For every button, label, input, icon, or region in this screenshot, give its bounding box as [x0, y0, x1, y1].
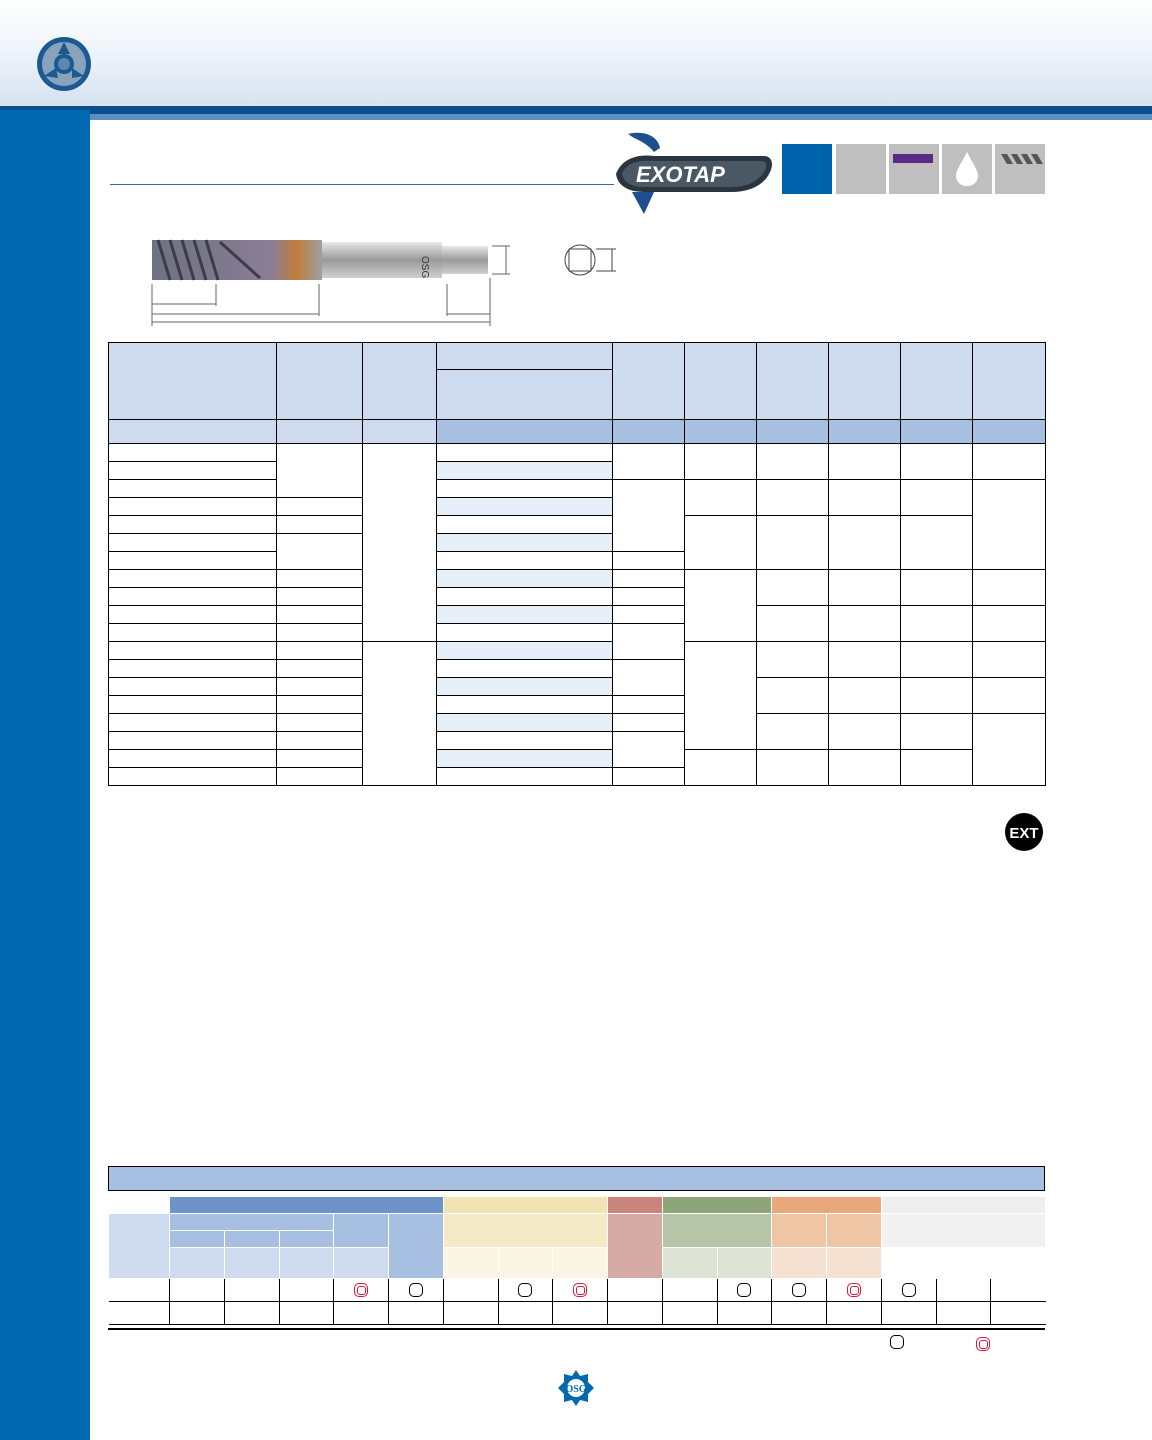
table-cell [613, 606, 685, 624]
table-cell [613, 714, 685, 732]
table-cell [277, 588, 363, 606]
mat-cell [991, 1248, 1046, 1279]
header-cell-d4 [829, 343, 901, 420]
table-cell [613, 624, 685, 660]
mat-rating-cell [881, 1279, 936, 1302]
mat-cell [170, 1231, 225, 1248]
table-cell [363, 642, 437, 786]
table-cell [829, 570, 901, 606]
table-cell [109, 534, 277, 552]
table-cell [437, 732, 613, 750]
table-cell [613, 732, 685, 768]
table-cell [109, 642, 277, 660]
exotap-logo [614, 130, 774, 216]
mat-rating-cell [224, 1279, 279, 1302]
table-cell [613, 660, 685, 696]
table-cell [613, 570, 685, 588]
table-cell [757, 750, 829, 786]
table-cell [109, 570, 277, 588]
table-cell [829, 642, 901, 678]
mat-cell [170, 1214, 334, 1231]
best-rating-icon [573, 1283, 587, 1297]
table-cell [613, 768, 685, 786]
table-cell [109, 480, 277, 498]
mat-rating-cell [772, 1302, 827, 1325]
table-cell [901, 714, 973, 750]
table-cell [437, 714, 613, 732]
good-rating-icon [409, 1283, 423, 1297]
table-cell [109, 498, 277, 516]
mat-rating-cell [936, 1302, 991, 1325]
mat-rating-cell [170, 1279, 225, 1302]
mat-rating-cell [334, 1279, 389, 1302]
material-table [108, 1196, 1046, 1325]
material-table-title [108, 1166, 1045, 1191]
table-cell [109, 588, 277, 606]
table-cell [437, 480, 613, 498]
best-rating-icon [354, 1283, 368, 1297]
table-cell [437, 588, 613, 606]
table-cell [437, 462, 613, 480]
table-cell [109, 462, 277, 480]
mat-group-cast-iron [608, 1197, 663, 1214]
mat-cell [608, 1214, 663, 1279]
mat-cell [224, 1248, 279, 1279]
mat-rating-cell [608, 1279, 663, 1302]
header-cell-d3 [757, 343, 829, 420]
mat-cell [109, 1214, 170, 1279]
table-cell [109, 678, 277, 696]
mat-rating-cell [936, 1279, 991, 1302]
table-cell [757, 714, 829, 750]
unit-cell [829, 420, 901, 444]
header-cell-d1 [613, 343, 685, 420]
mat-rating-cell [717, 1279, 772, 1302]
header-cell-pitch [277, 343, 363, 420]
table-cell [613, 480, 685, 552]
table-cell [109, 552, 277, 570]
good-rating-icon [902, 1283, 916, 1297]
table-cell [437, 642, 613, 660]
table-cell [973, 606, 1046, 642]
table-cell [829, 678, 901, 714]
mat-row-label [109, 1279, 170, 1302]
mat-cell [334, 1214, 389, 1248]
table-cell [437, 498, 613, 516]
table-cell [277, 444, 363, 498]
table-cell [277, 534, 363, 570]
table-cell [109, 660, 277, 678]
table-cell [973, 714, 1046, 786]
mat-rating-cell [772, 1279, 827, 1302]
svg-text:EXT: EXT [1009, 825, 1039, 842]
mat-cell [662, 1248, 717, 1279]
table-cell [437, 606, 613, 624]
unit-cell [277, 420, 363, 444]
good-rating-icon [792, 1283, 806, 1297]
table-cell [613, 444, 685, 480]
mat-rating-cell [389, 1302, 444, 1325]
mat-cell [827, 1214, 882, 1248]
mat-cell [279, 1248, 334, 1279]
table-cell [685, 570, 757, 642]
header-cell-d2 [685, 343, 757, 420]
table-cell [685, 516, 757, 570]
table-cell [901, 642, 973, 678]
good-rating-icon [737, 1283, 751, 1297]
header-band [0, 0, 1152, 108]
mat-rating-cell [717, 1302, 772, 1325]
table-cell [757, 642, 829, 678]
mat-rating-cell [553, 1279, 608, 1302]
table-cell [277, 696, 363, 714]
table-cell [437, 516, 613, 534]
table-cell [277, 606, 363, 624]
table-cell [685, 480, 757, 516]
table-cell [109, 768, 277, 786]
table-cell [109, 624, 277, 642]
mat-group-steel [170, 1197, 444, 1214]
gray-square-icon [836, 144, 886, 194]
unit-cell [973, 420, 1046, 444]
table-cell [437, 534, 613, 552]
header-divider-light [0, 114, 1152, 120]
title-rule [110, 184, 614, 185]
mat-rating-cell [224, 1302, 279, 1325]
osg-logo-icon [556, 1368, 596, 1408]
mat-cell [443, 1248, 498, 1279]
header-cell-thread [437, 343, 613, 370]
table-cell [437, 552, 613, 570]
table-cell [437, 624, 613, 642]
table-cell [277, 750, 363, 768]
mat-cell [772, 1248, 827, 1279]
mat-rating-cell [553, 1302, 608, 1325]
header-divider [0, 106, 1152, 114]
mat-cell [334, 1248, 389, 1279]
table-cell [901, 570, 973, 606]
square-shank-drawing [560, 240, 620, 280]
table-cell [437, 750, 613, 768]
mat-rating-cell [498, 1279, 553, 1302]
purple-coating-icon [889, 144, 939, 194]
table-cell [613, 552, 685, 570]
table-cell [437, 696, 613, 714]
best-rating-icon [976, 1337, 990, 1351]
table-cell [901, 606, 973, 642]
material-table-rule [108, 1328, 1045, 1330]
header-cell-d6 [973, 343, 1046, 420]
mat-cell [717, 1248, 772, 1279]
spec-table [108, 342, 1046, 786]
table-cell [829, 750, 901, 786]
table-cell [109, 750, 277, 768]
table-cell [973, 480, 1046, 570]
table-cell [829, 516, 901, 570]
unit-cell [901, 420, 973, 444]
table-cell [109, 606, 277, 624]
table-cell [757, 516, 829, 570]
table-cell [109, 444, 277, 462]
mat-rating-cell [443, 1279, 498, 1302]
table-cell [437, 768, 613, 786]
table-cell [829, 714, 901, 750]
mat-cell [827, 1248, 882, 1279]
table-cell [973, 678, 1046, 714]
mat-cell [662, 1214, 772, 1248]
table-cell [613, 696, 685, 714]
table-cell [277, 498, 363, 516]
table-cell [757, 480, 829, 516]
mat-cell [936, 1248, 991, 1279]
table-cell [277, 678, 363, 696]
left-sidebar-bar [0, 110, 90, 1440]
table-cell [277, 768, 363, 786]
svg-text:OSG: OSG [565, 1384, 587, 1395]
table-cell [685, 750, 757, 786]
mat-cell [443, 1214, 607, 1248]
table-cell [685, 444, 757, 480]
table-cell [277, 516, 363, 534]
table-cell [109, 732, 277, 750]
header-cell-d5 [901, 343, 973, 420]
table-cell [437, 678, 613, 696]
table-cell [901, 480, 973, 516]
mat-rating-cell [389, 1279, 444, 1302]
mat-rating-cell [991, 1302, 1046, 1325]
table-cell [363, 444, 437, 642]
table-cell [437, 444, 613, 462]
table-cell [757, 606, 829, 642]
table-cell [685, 642, 757, 750]
table-cell [437, 660, 613, 678]
table-cell [973, 570, 1046, 606]
mat-cell [170, 1248, 225, 1279]
unit-cell [437, 420, 613, 444]
mat-cell [881, 1248, 936, 1279]
header-cell-thread-sub [437, 370, 613, 420]
mat-rating-cell [170, 1302, 225, 1325]
table-cell [757, 444, 829, 480]
table-cell [277, 660, 363, 678]
table-cell [277, 570, 363, 588]
blue-square-icon [782, 144, 832, 194]
good-rating-icon [890, 1335, 904, 1349]
good-rating-icon [518, 1283, 532, 1297]
unit-cell [757, 420, 829, 444]
table-row [109, 1302, 1046, 1325]
unit-cell [685, 420, 757, 444]
mat-cell [389, 1214, 444, 1279]
unit-cell [613, 420, 685, 444]
table-cell [829, 444, 901, 480]
mat-rating-cell [608, 1302, 663, 1325]
table-cell [437, 570, 613, 588]
svg-text:EXOTAP: EXOTAP [636, 162, 725, 187]
table-cell [277, 624, 363, 642]
mat-cell [498, 1248, 553, 1279]
mat-cell [553, 1248, 608, 1279]
table-cell [757, 678, 829, 714]
mat-group-stainless [443, 1197, 607, 1214]
mat-rating-cell [827, 1279, 882, 1302]
gear-logo-icon [36, 36, 92, 92]
table-row [109, 1279, 1046, 1302]
table-cell [829, 480, 901, 516]
mat-group-nonferrous [662, 1197, 772, 1214]
mat-rating-cell [498, 1302, 553, 1325]
mat-row-label [109, 1302, 170, 1325]
ext-badge-icon [1004, 812, 1044, 852]
table-cell [901, 750, 973, 786]
table-cell [901, 516, 973, 570]
coolant-drop-icon [942, 144, 992, 194]
mat-rating-cell [279, 1279, 334, 1302]
tap-drawing [140, 228, 520, 328]
unit-cell [363, 420, 437, 444]
mat-rating-cell [662, 1279, 717, 1302]
header-cell-size [109, 343, 277, 420]
table-cell [901, 444, 973, 480]
table-cell [277, 714, 363, 732]
table-cell [901, 678, 973, 714]
mat-cell [772, 1214, 827, 1248]
table-cell [277, 642, 363, 660]
table-cell [109, 696, 277, 714]
mat-rating-cell [991, 1279, 1046, 1302]
table-cell [613, 588, 685, 606]
svg-text:OSG: OSG [419, 256, 430, 279]
mat-group-other [881, 1197, 1045, 1214]
mat-cell [109, 1197, 170, 1214]
mat-cell [224, 1231, 279, 1248]
table-cell [973, 642, 1046, 678]
header-cell-class [363, 343, 437, 420]
mat-rating-cell [881, 1302, 936, 1325]
table-cell [109, 714, 277, 732]
mat-rating-cell [334, 1302, 389, 1325]
mat-cell [881, 1214, 1045, 1248]
table-cell [829, 606, 901, 642]
unit-cell [109, 420, 277, 444]
mat-rating-cell [662, 1302, 717, 1325]
best-rating-icon [847, 1283, 861, 1297]
mat-group-heat-resistant [772, 1197, 882, 1214]
table-cell [757, 570, 829, 606]
mat-rating-cell [279, 1302, 334, 1325]
spiral-flute-icon [995, 144, 1045, 194]
table-cell [109, 516, 277, 534]
mat-cell [279, 1231, 334, 1248]
table-cell [277, 732, 363, 750]
table-cell [973, 444, 1046, 480]
mat-rating-cell [827, 1302, 882, 1325]
mat-rating-cell [443, 1302, 498, 1325]
